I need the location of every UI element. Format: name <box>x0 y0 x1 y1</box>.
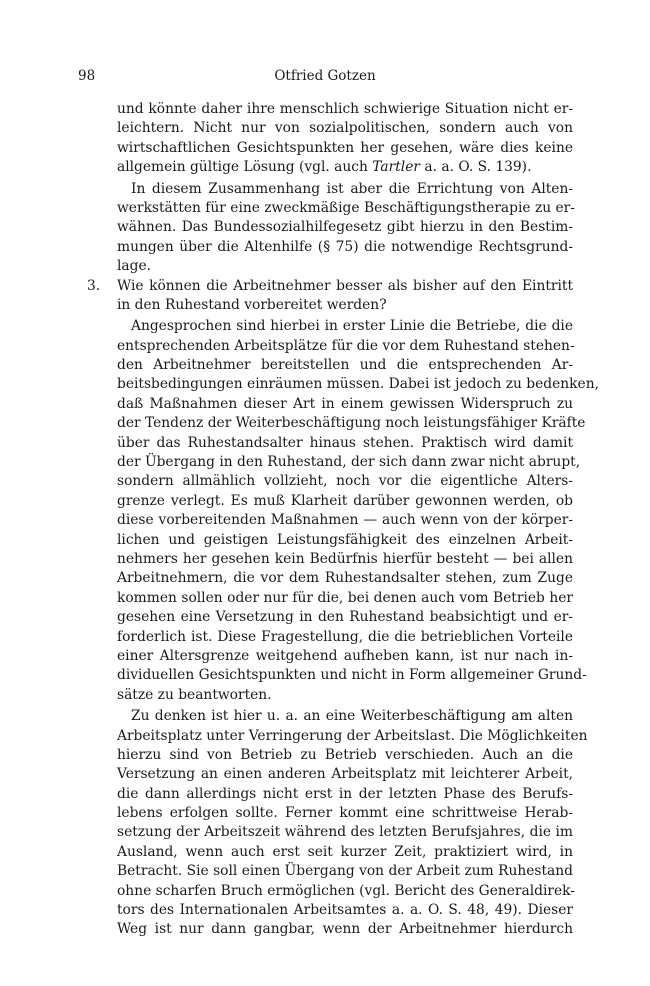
text-line <box>117 100 573 119</box>
line-text: den Arbeitnehmer bereitstellen und die entsprechenden Ar- <box>117 357 573 374</box>
text-line <box>117 920 573 939</box>
line-text: ohne scharfen Bruch ermöglichen (vgl. Bericht des Generaldirek- <box>117 882 575 899</box>
line-text: beitsbedingungen einräumen müssen. Dabei ist jedoch zu bedenken, <box>117 376 599 393</box>
text-line <box>117 862 573 881</box>
line-text: tors des Internationalen Arbeitsamtes a. a. O. S. 48, 49). Dieser <box>117 902 573 919</box>
list-item-line <box>87 277 573 296</box>
line-text: Ausland, wenn auch erst seit kurzer Zeit, praktiziert wird, in <box>117 843 573 860</box>
line-text: nehmers her gesehen kein Bedürfnis hierfür besteht — bei allen <box>117 550 573 567</box>
text-line <box>117 727 588 746</box>
line-text: Wie können die Arbeitnehmer besser als bisher auf den Eintritt <box>117 277 573 294</box>
text-line <box>117 843 573 862</box>
text-line <box>117 139 573 158</box>
line-text: forderlich ist. Diese Fragestellung, die die betrieblichen Vorteile <box>117 628 573 645</box>
text-line <box>117 823 573 842</box>
line-text: lichen und geistigen Leistungsfähigkeit des einzelnen Arbeit- <box>117 531 573 548</box>
line-text: leichtern. Nicht nur von sozialpolitischen, sondern auch von <box>117 120 573 137</box>
line-text: entsprechenden Arbeitsplätze für die vor dem Ruhestand stehen- <box>117 337 575 354</box>
line-text: sätze zu beantworten. <box>117 686 272 703</box>
text-line <box>117 589 573 608</box>
line-text: die dann allerdings nicht erst in der letzten Phase des Berufs- <box>117 785 573 802</box>
text-line <box>117 569 573 588</box>
line-text: der Übergang in den Ruhestand, der sich dann zwar nicht abrupt, <box>117 454 581 471</box>
text-line <box>117 472 573 491</box>
text-line <box>117 492 573 511</box>
line-text: in den Ruhestand vorbereitet werden? <box>117 296 387 313</box>
text-line <box>117 746 573 765</box>
line-text: lage. <box>117 258 152 275</box>
line-text: Versetzung an einen anderen Arbeitsplatz mit leichterer Arbeit, <box>117 766 573 783</box>
line-text: dividuellen Gesichtspunkten und nicht in Form allgemeiner Grund- <box>117 667 587 684</box>
text-line <box>117 337 573 356</box>
text-line <box>117 395 573 414</box>
line-text: werkstätten für eine zweckmäßige Beschäftigungstherapie zu er- <box>117 199 575 216</box>
text-line <box>117 434 573 453</box>
line-text: Arbeitnehmern, die vor dem Ruhestandsalter stehen, zum Zuge <box>117 570 573 587</box>
text-line <box>117 257 573 276</box>
line-text: daß Maßnahmen dieser Art in einem gewissen Widerspruch zu <box>117 395 573 412</box>
text-line <box>117 158 573 177</box>
running-head: Otfried Gotzen <box>274 68 376 84</box>
text-line <box>117 707 573 726</box>
text-line <box>117 550 573 569</box>
line-text: Weg ist nur dann gangbar, wenn der Arbeitnehmer hierdurch <box>117 921 573 938</box>
body-text <box>87 100 599 940</box>
line-text: wähnen. Das Bundessozialhilfegesetz gibt hierzu in den Bestim- <box>117 219 573 236</box>
text-line <box>117 317 573 336</box>
text-line <box>117 901 573 920</box>
author-name: Tartler <box>372 159 420 176</box>
line-text: lebens erfolgen sollte. Ferner kommt eine schrittweise Herab- <box>117 805 573 822</box>
text-line <box>117 218 573 237</box>
text-line <box>117 785 573 804</box>
text-line <box>117 531 573 550</box>
line-text: wirtschaftlichen Gesichtspunkten her gesehen, wäre dies keine <box>117 139 573 156</box>
page-header <box>78 68 572 88</box>
text-line <box>117 238 573 257</box>
text-line <box>117 666 587 685</box>
page-number: 98 <box>78 68 96 84</box>
line-text: einer Altersgrenze weitgehend aufheben kann, ist nur nach in- <box>117 647 573 664</box>
line-text: der Tendenz der Weiterbeschäftigung noch leistungsfähiger Kräfte <box>117 415 586 432</box>
line-text: hierzu sind von Betrieb zu Betrieb verschieden. Auch an die <box>117 746 573 763</box>
line-text: über das Ruhestandsalter hinaus stehen. Praktisch wird damit <box>117 434 573 451</box>
line-text: Betracht. Sie soll einen Übergang von der Arbeit zum Ruhestand <box>117 863 573 880</box>
text-line <box>117 511 573 530</box>
text-line <box>117 765 573 784</box>
text-line <box>117 628 573 647</box>
line-text: mungen über die Altenhilfe (§ 75) die notwendige Rechtsgrund- <box>117 238 573 255</box>
text-line <box>117 296 573 315</box>
text-line <box>117 414 586 433</box>
text-line <box>117 647 573 666</box>
line-text: und könnte daher ihre menschlich schwierige Situation nicht er- <box>117 101 573 117</box>
list-number: 3. <box>87 277 101 294</box>
line-text: gesehen eine Versetzung in den Ruhestand beabsichtigt und er- <box>117 609 573 626</box>
text-line <box>117 375 599 394</box>
text-line <box>117 356 573 375</box>
text-line <box>117 119 573 138</box>
line-text: allgemein gültige Lösung (vgl. auch Tartler a. a. O. S. 139). <box>117 159 532 176</box>
text-line <box>117 180 573 199</box>
text-line <box>117 199 573 218</box>
line-text: kommen sollen oder nur für die, bei denen auch vom Betrieb her <box>117 589 573 606</box>
line-text: Arbeitsplatz unter Verringerung der Arbeitslast. Die Möglichkeiten <box>117 727 588 744</box>
text-line <box>117 686 573 705</box>
line-text: Zu denken ist hier u. a. an eine Weiterbeschäftigung am alten <box>131 708 573 725</box>
line-text: sondern allmählich vollzieht, noch vor die eigentliche Alters- <box>117 473 573 490</box>
line-text: In diesem Zusammenhang ist aber die Errichtung von Alten- <box>131 180 573 197</box>
text-line <box>117 453 581 472</box>
line-text: setzung der Arbeitszeit während des letzten Berufsjahres, die im <box>117 824 573 841</box>
line-text: grenze verlegt. Es muß Klarheit darüber gewonnen werden, ob <box>117 492 573 509</box>
text-line <box>117 804 573 823</box>
text-line <box>117 608 573 627</box>
line-text: diese vorbereitenden Maßnahmen — auch wenn von der körper- <box>117 512 573 529</box>
line-text: Angesprochen sind hierbei in erster Linie die Betriebe, die die <box>131 318 573 335</box>
text-line <box>117 882 573 901</box>
